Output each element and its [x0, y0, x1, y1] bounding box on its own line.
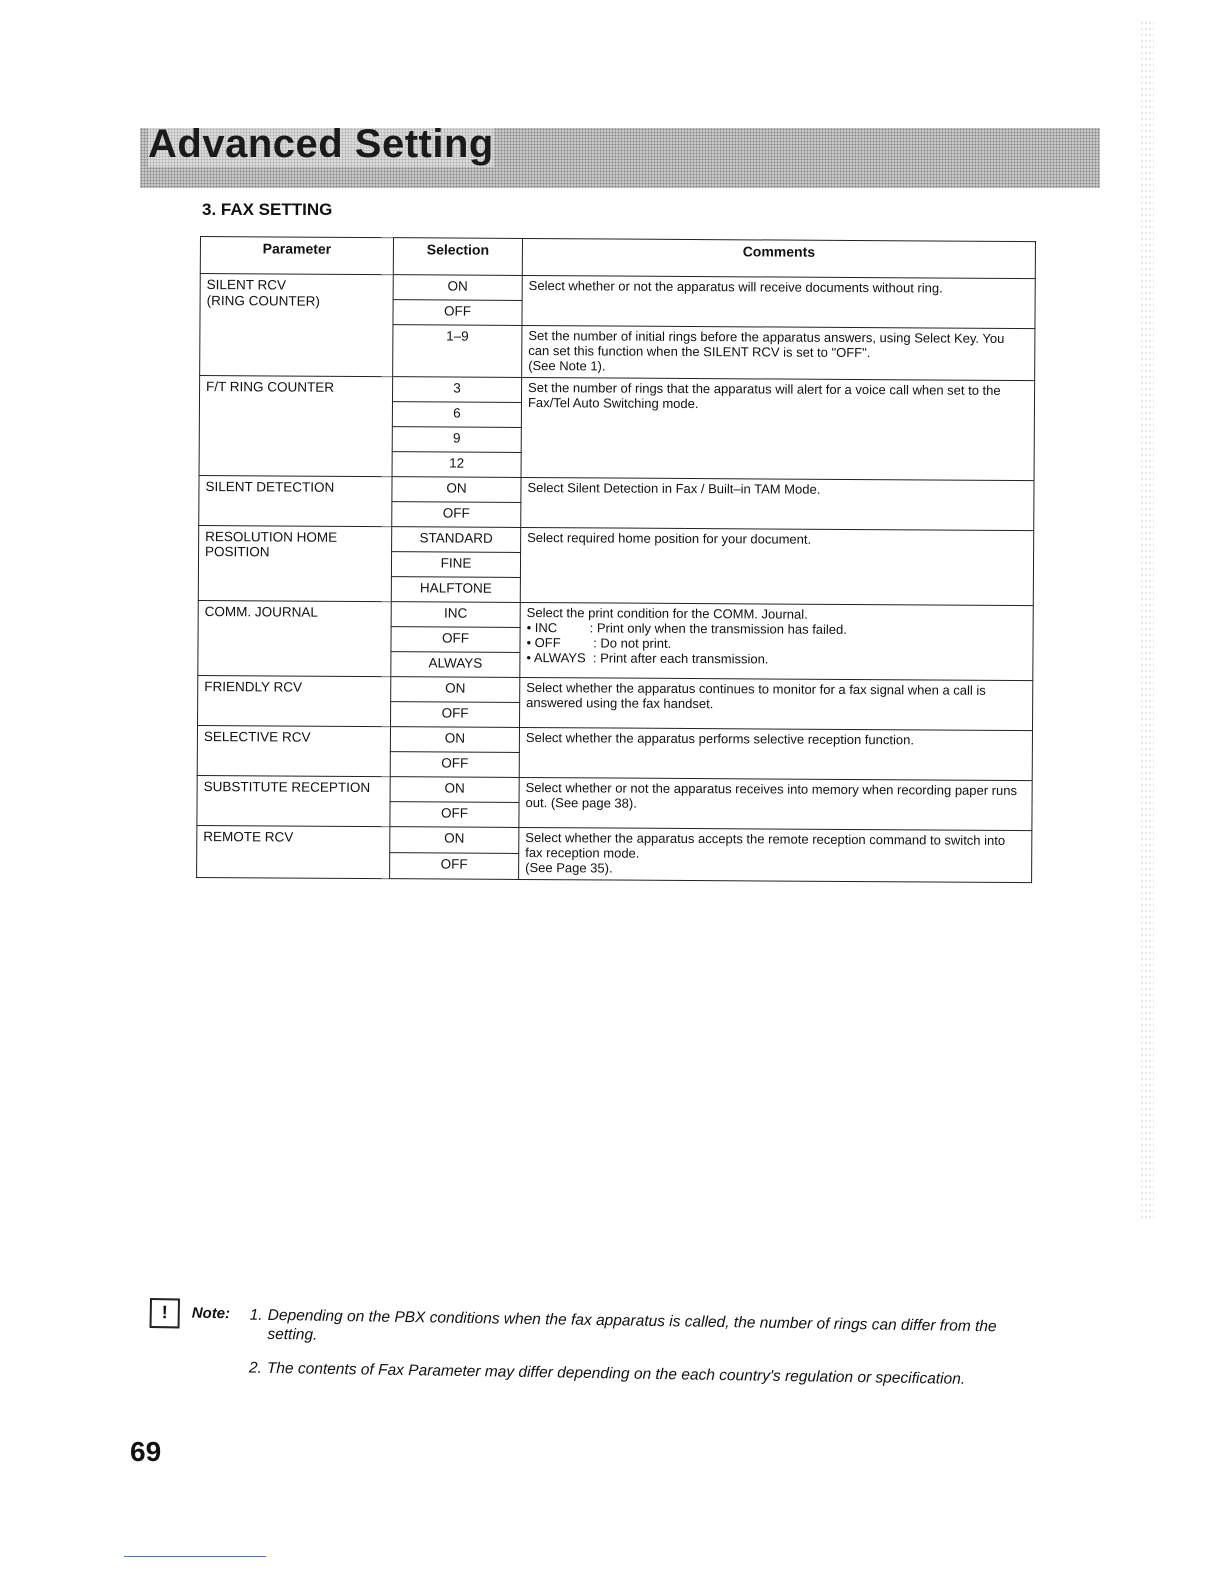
- table-row: [197, 725, 1032, 755]
- table-row: [198, 675, 1033, 705]
- comment-cell: Set the number of rings that the apparatus will alert for a voice call when set to the Fax/Tel Auto Switching mode.: [521, 377, 1035, 480]
- param-selective-rcv: SELECTIVE RCV: [197, 725, 390, 776]
- bottom-rule: [124, 1556, 266, 1557]
- note-text: Depending on the PBX conditions when the fax apparatus is called, the number of rings can differ from the setting.: [267, 1306, 997, 1345]
- comment-cell: Select whether the apparatus performs selective reception function.: [519, 727, 1032, 780]
- section-heading: 3. FAX SETTING: [202, 200, 333, 219]
- exclamation-icon: !: [150, 1298, 180, 1328]
- selection-value: OFF: [391, 626, 520, 652]
- param-resolution-home-position: RESOLUTION HOME POSITION: [198, 525, 391, 601]
- table-header-row: [200, 237, 1035, 279]
- note-list: [249, 1306, 1050, 1405]
- selection-value: INC: [391, 601, 520, 627]
- comment-cell: Select whether or not the apparatus will receive documents without ring.: [522, 275, 1035, 328]
- comment-cell: Select Silent Detection in Fax / Built–in TAM Mode.: [521, 477, 1034, 530]
- table-row: [199, 375, 1034, 405]
- note-text: The contents of Fax Parameter may differ depending on the each country's regulation or specification.: [266, 1359, 966, 1388]
- scan-edge-noise: [1140, 20, 1154, 1220]
- selection-value: 12: [392, 451, 521, 477]
- param-substitute-reception: SUBSTITUTE RECEPTION: [197, 775, 390, 826]
- selection-value: ON: [390, 826, 519, 853]
- selection-value: ON: [392, 476, 521, 502]
- comment-cell: Select required home position for your document.: [520, 527, 1033, 605]
- selection-value: ON: [390, 776, 519, 802]
- table-row: [199, 525, 1034, 555]
- selection-value: OFF: [390, 751, 519, 777]
- param-friendly-rcv: FRIENDLY RCV: [198, 675, 391, 726]
- table-row: [197, 775, 1032, 805]
- comment-cell: Set the number of initial rings before the apparatus answers, using Select Key. You can set this function when the SILENT RCV is set to "OFF". (See Note 1).: [522, 325, 1035, 380]
- fax-settings-table: [196, 236, 1036, 883]
- note-block: [150, 1298, 1070, 1388]
- selection-value: 6: [392, 401, 521, 427]
- note-item: [249, 1358, 1049, 1390]
- comment-cell: Select whether the apparatus continues to monitor for a fax signal when a call is answered using the fax handset.: [520, 677, 1033, 730]
- header-selection: Selection: [393, 238, 522, 276]
- selection-value: 1–9: [393, 325, 522, 378]
- param-remote-rcv: REMOTE RCV: [197, 825, 390, 878]
- selection-value: FINE: [391, 551, 520, 577]
- param-comm-journal: COMM. JOURNAL: [198, 600, 391, 676]
- selection-value: 3: [392, 376, 521, 402]
- param-silent-detection: SILENT DETECTION: [199, 475, 392, 526]
- note-label: Note:: [191, 1304, 231, 1323]
- table-row: [197, 825, 1032, 856]
- note-number: 1.: [249, 1306, 263, 1324]
- selection-value: OFF: [392, 501, 521, 527]
- selection-value: OFF: [390, 801, 519, 827]
- fax-settings-table-wrapper: [196, 236, 1036, 883]
- selection-value: STANDARD: [392, 526, 521, 552]
- note-number: 2.: [248, 1359, 262, 1377]
- selection-value: ON: [391, 676, 520, 702]
- comment-cell: Select whether the apparatus accepts the remote reception command to switch into fax reception mode. (See Page 35).: [519, 827, 1032, 882]
- page-number: 69: [130, 1436, 162, 1467]
- selection-value: ALWAYS: [391, 651, 520, 677]
- selection-value: 9: [392, 426, 521, 452]
- selection-value: OFF: [393, 300, 522, 326]
- comment-cell: Select the print condition for the COMM. Journal. • INC : Print only when the transmission has failed. • OFF : Do not print. • ALWAYS : Print after each transmission.: [520, 602, 1033, 680]
- param-silent-rcv: SILENT RCV (RING COUNTER): [200, 274, 394, 377]
- comment-cell: Select whether or not the apparatus receives into memory when recording paper runs out. (See page 38).: [519, 777, 1032, 830]
- table-row: [198, 600, 1033, 630]
- selection-value: HALFTONE: [391, 576, 520, 602]
- page-title: Advanced Setting: [148, 122, 494, 166]
- param-ft-ring-counter: F/T RING COUNTER: [199, 375, 393, 476]
- header-comments: Comments: [522, 238, 1035, 278]
- selection-value: OFF: [390, 852, 519, 879]
- selection-value: ON: [390, 726, 519, 752]
- table-row: [200, 274, 1035, 304]
- selection-value: OFF: [391, 701, 520, 727]
- header-parameter: Parameter: [200, 237, 393, 275]
- selection-value: ON: [393, 275, 522, 301]
- table-row: [199, 475, 1034, 505]
- note-item: [249, 1306, 1050, 1357]
